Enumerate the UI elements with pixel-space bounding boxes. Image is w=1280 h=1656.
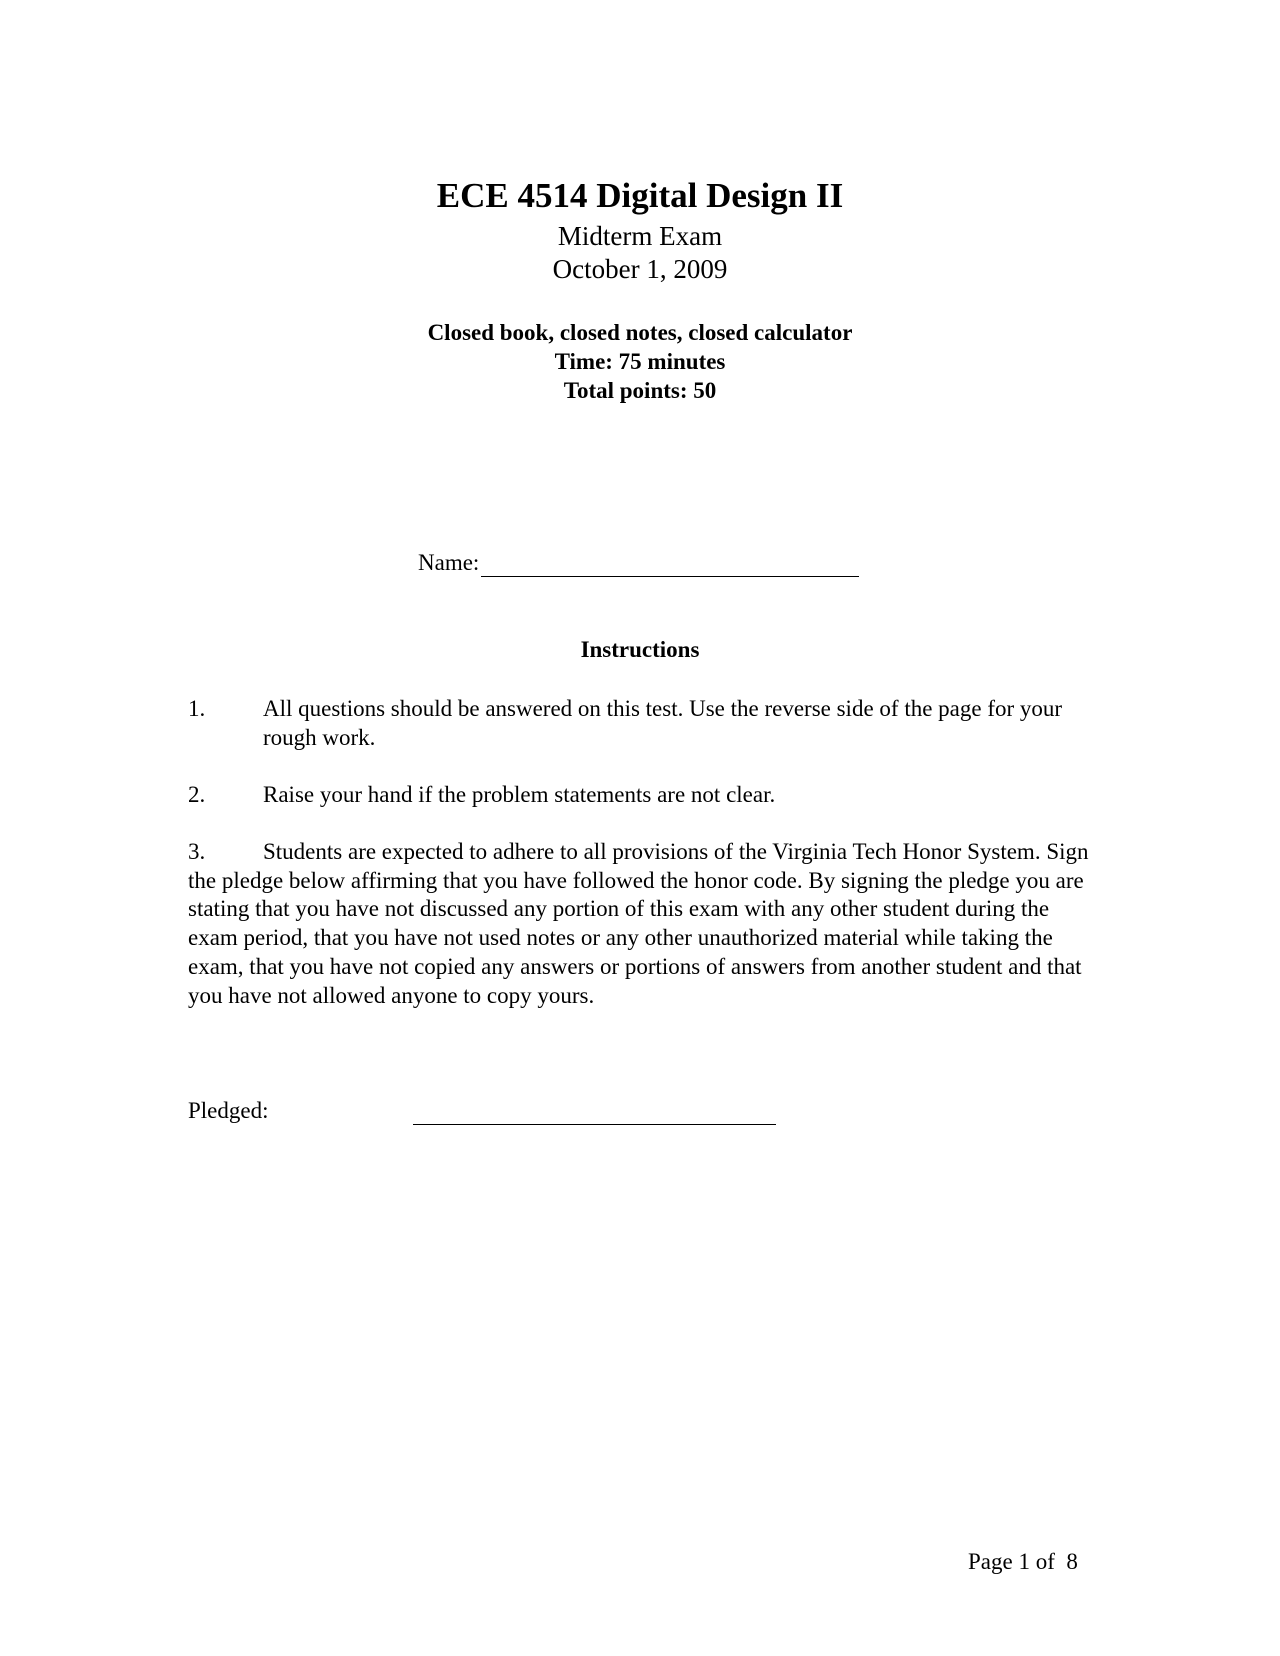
total-points-rule: Total points: 50	[563, 378, 717, 403]
exam-title: ECE 4514 Digital Design II	[436, 176, 844, 215]
instruction-number: 1.	[188, 696, 206, 721]
instruction-number: 2.	[188, 782, 206, 807]
page-number: Page 1 of 8	[968, 1549, 1078, 1574]
instruction-text: All questions should be answered on this test. Use the reverse side of the page for your rough work.	[263, 696, 1063, 750]
exam-date: October 1, 2009	[552, 254, 728, 284]
instruction-text: Raise your hand if the problem statements are not clear.	[263, 782, 776, 807]
instruction-item	[188, 780, 1098, 809]
instruction-number: 3.	[188, 839, 206, 864]
time-rule: Time: 75 minutes	[554, 349, 726, 374]
materials-rule: Closed book, closed notes, closed calculator	[427, 320, 853, 345]
name-blank-line[interactable]	[481, 552, 859, 577]
instruction-item	[188, 838, 1098, 1010]
name-field	[418, 549, 859, 577]
exam-type: Midterm Exam	[557, 221, 723, 251]
pledge-label: Pledged:	[188, 1098, 269, 1123]
instruction-item	[188, 694, 1098, 752]
name-label: Name:	[418, 550, 480, 575]
pledge-signature-line[interactable]	[413, 1100, 776, 1125]
instructions-heading: Instructions	[580, 637, 700, 662]
instruction-text: Students are expected to adhere to all provisions of the Virginia Tech Honor System. Sign the pledge below affirming that you have followed the honor code. By signing the pledge you are stating that you have not discussed any portion of this exam with any other student during the exam period, that you have not used notes or any other unauthorized material while taking the exam, that you have not copied any answers or portions of answers from another student and that you have not allowed anyone to copy yours.	[188, 839, 1089, 1008]
pledge-field	[188, 1097, 776, 1125]
